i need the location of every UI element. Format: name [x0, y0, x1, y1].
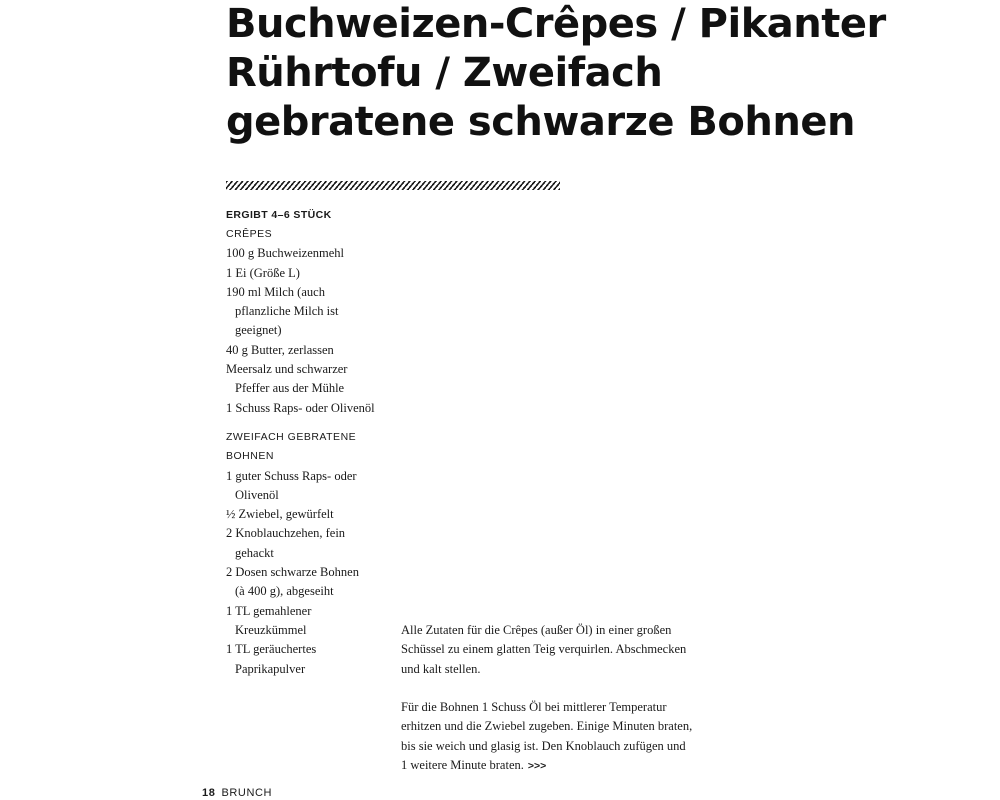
method-paragraph — [401, 698, 741, 775]
ingredients-list — [226, 206, 396, 679]
beans-heading: ZWEIFACH GEBRATENE — [226, 430, 357, 443]
method-line: erhitzen und die Zwiebel zugeben. Einige Minuten braten, — [401, 719, 693, 734]
method-paragraph — [401, 621, 741, 679]
ingredient-line: gehackt — [235, 545, 274, 560]
ingredient-line: 1 Schuss Raps- oder Olivenöl — [226, 400, 375, 415]
method-line: Alle Zutaten für die Crêpes (außer Öl) in einer großen — [401, 623, 672, 637]
ingredient-line: Kreuzkümmel — [235, 622, 307, 637]
ingredient-line: 40 g Butter, zerlassen — [226, 342, 334, 357]
ingredient-line: 2 Dosen schwarze Bohnen — [226, 565, 359, 580]
ingredient-line: 2 Knoblauchzehen, fein — [226, 526, 346, 541]
method-text — [401, 621, 741, 795]
crepes-heading: CRÊPES — [226, 228, 273, 240]
ingredient-line: 1 guter Schuss Raps- oder — [226, 468, 357, 483]
method-line: Schüssel zu einem glatten Teig verquirlen. Abschmecken — [401, 642, 687, 657]
ingredient-line: ½ Zwiebel, gewürfelt — [226, 507, 334, 522]
ingredient-line: 1 Ei (Größe L) — [226, 265, 300, 280]
ingredient-line: Olivenöl — [235, 487, 279, 502]
hatched-divider — [226, 181, 560, 190]
method-line: 1 weitere Minute braten. — [401, 758, 524, 773]
method-line: Für die Bohnen 1 Schuss Öl bei mittlerer Temperatur — [401, 700, 667, 715]
ingredient-line: Pfeffer aus der Mühle — [235, 381, 345, 396]
method-line: und kalt stellen. — [401, 661, 481, 676]
page-footer — [202, 787, 272, 799]
section-name: BRUNCH — [221, 787, 273, 799]
method-line-last — [401, 756, 741, 775]
ingredient-line: 190 ml Milch (auch — [226, 284, 325, 299]
recipe-title-line: Buchweizen-Crêpes / Pikanter — [226, 1, 886, 47]
ingredient-line: 1 TL geräuchertes — [226, 642, 317, 657]
yield-label: ERGIBT 4–6 STÜCK — [226, 209, 332, 221]
recipe-title — [226, 0, 886, 147]
recipe-title-line: Rührtofu / Zweifach — [226, 50, 663, 96]
beans-heading: BOHNEN — [226, 450, 274, 463]
continue-marker: >>> — [527, 760, 547, 773]
method-line: bis sie weich und glasig ist. Den Knoblauch zufügen und — [401, 738, 686, 753]
ingredient-line: pflanzliche Milch ist — [235, 304, 339, 319]
ingredient-line: Meersalz und schwarzer — [226, 362, 348, 377]
ingredient-line: (à 400 g), abgeseiht — [235, 584, 334, 599]
ingredient-line: 100 g Buchweizenmehl — [226, 246, 345, 261]
ingredient-line: 1 TL gemahlener — [226, 603, 312, 618]
page-number: 18 — [202, 787, 216, 799]
recipe-title-line: gebratene schwarze Bohnen — [226, 99, 855, 145]
ingredient-line: Paprikapulver — [235, 661, 306, 676]
section-gap — [226, 418, 396, 428]
ingredient-line: geeignet) — [235, 323, 282, 338]
